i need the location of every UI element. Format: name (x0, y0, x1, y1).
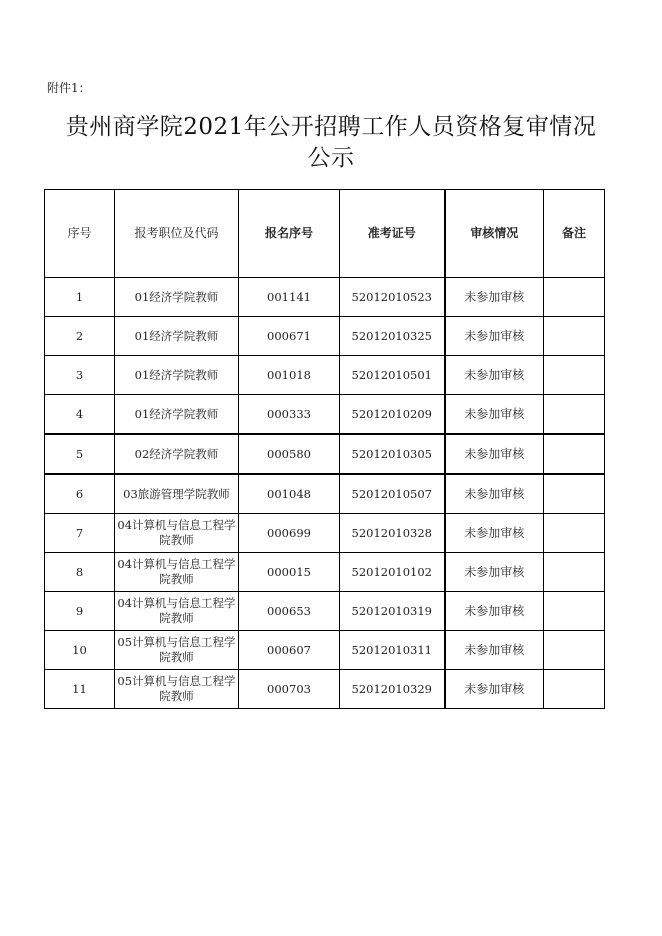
cell-remark (544, 317, 605, 356)
cell-ticket-no: 52012010328 (340, 514, 445, 553)
table-row (45, 631, 605, 670)
cell-status: 未参加审核 (445, 553, 544, 592)
cell-position: 05计算机与信息工程学院教师 (115, 670, 239, 709)
document-title (0, 112, 662, 174)
cell-no: 4 (45, 395, 115, 435)
table-row (45, 592, 605, 631)
header-position: 报考职位及代码 (115, 190, 239, 278)
cell-remark (544, 553, 605, 592)
cell-reg-no: 000671 (239, 317, 340, 356)
cell-ticket-no: 52012010329 (340, 670, 445, 709)
cell-ticket-no: 52012010325 (340, 317, 445, 356)
cell-position: 02经济学院教师 (115, 434, 239, 474)
table-row (45, 395, 605, 435)
header-ticket-no: 准考证号 (340, 190, 445, 278)
cell-status: 未参加审核 (445, 631, 544, 670)
cell-no: 1 (45, 278, 115, 317)
table-row (45, 670, 605, 709)
table-row (45, 474, 605, 514)
cell-no: 8 (45, 553, 115, 592)
cell-reg-no: 000015 (239, 553, 340, 592)
cell-remark (544, 356, 605, 395)
header-reg-no: 报名序号 (239, 190, 340, 278)
table-row (45, 514, 605, 553)
header-status: 审核情况 (445, 190, 544, 278)
cell-status: 未参加审核 (445, 278, 544, 317)
cell-reg-no: 001141 (239, 278, 340, 317)
cell-position: 01经济学院教师 (115, 278, 239, 317)
cell-status: 未参加审核 (445, 434, 544, 474)
cell-status: 未参加审核 (445, 317, 544, 356)
table-row (45, 553, 605, 592)
cell-status: 未参加审核 (445, 356, 544, 395)
cell-position: 01经济学院教师 (115, 356, 239, 395)
cell-remark (544, 592, 605, 631)
cell-remark (544, 395, 605, 435)
cell-ticket-no: 52012010102 (340, 553, 445, 592)
cell-status: 未参加审核 (445, 592, 544, 631)
header-no: 序号 (45, 190, 115, 278)
cell-remark (544, 434, 605, 474)
cell-ticket-no: 52012010319 (340, 592, 445, 631)
cell-remark (544, 278, 605, 317)
cell-ticket-no: 52012010523 (340, 278, 445, 317)
cell-reg-no: 000580 (239, 434, 340, 474)
cell-position: 01经济学院教师 (115, 317, 239, 356)
cell-remark (544, 514, 605, 553)
cell-no: 2 (45, 317, 115, 356)
cell-reg-no: 001018 (239, 356, 340, 395)
cell-no: 11 (45, 670, 115, 709)
cell-ticket-no: 52012010311 (340, 631, 445, 670)
header-remark: 备注 (544, 190, 605, 278)
cell-ticket-no: 52012010209 (340, 395, 445, 435)
cell-no: 7 (45, 514, 115, 553)
cell-reg-no: 000333 (239, 395, 340, 435)
cell-no: 10 (45, 631, 115, 670)
cell-ticket-no: 52012010507 (340, 474, 445, 514)
attachment-label: 附件1： (47, 81, 91, 95)
cell-status: 未参加审核 (445, 474, 544, 514)
cell-remark (544, 670, 605, 709)
table-header-row (45, 190, 605, 278)
table-row (45, 434, 605, 474)
table-row (45, 317, 605, 356)
cell-reg-no: 000653 (239, 592, 340, 631)
cell-remark (544, 474, 605, 514)
table-row (45, 278, 605, 317)
cell-reg-no: 000699 (239, 514, 340, 553)
review-results-table (44, 189, 605, 709)
cell-position: 04计算机与信息工程学院教师 (115, 514, 239, 553)
cell-status: 未参加审核 (445, 670, 544, 709)
cell-reg-no: 001048 (239, 474, 340, 514)
cell-status: 未参加审核 (445, 395, 544, 435)
cell-remark (544, 631, 605, 670)
table-row (45, 356, 605, 395)
cell-ticket-no: 52012010501 (340, 356, 445, 395)
cell-position: 04计算机与信息工程学院教师 (115, 553, 239, 592)
title-line-1: 贵州商学院2021年公开招聘工作人员资格复审情况 (65, 114, 597, 140)
cell-no: 9 (45, 592, 115, 631)
cell-position: 05计算机与信息工程学院教师 (115, 631, 239, 670)
cell-ticket-no: 52012010305 (340, 434, 445, 474)
cell-no: 3 (45, 356, 115, 395)
cell-no: 6 (45, 474, 115, 514)
cell-reg-no: 000703 (239, 670, 340, 709)
cell-position: 04计算机与信息工程学院教师 (115, 592, 239, 631)
cell-reg-no: 000607 (239, 631, 340, 670)
cell-position: 03旅游管理学院教师 (115, 474, 239, 514)
cell-status: 未参加审核 (445, 514, 544, 553)
cell-position: 01经济学院教师 (115, 395, 239, 435)
cell-no: 5 (45, 434, 115, 474)
title-line-2: 公示 (307, 145, 355, 171)
